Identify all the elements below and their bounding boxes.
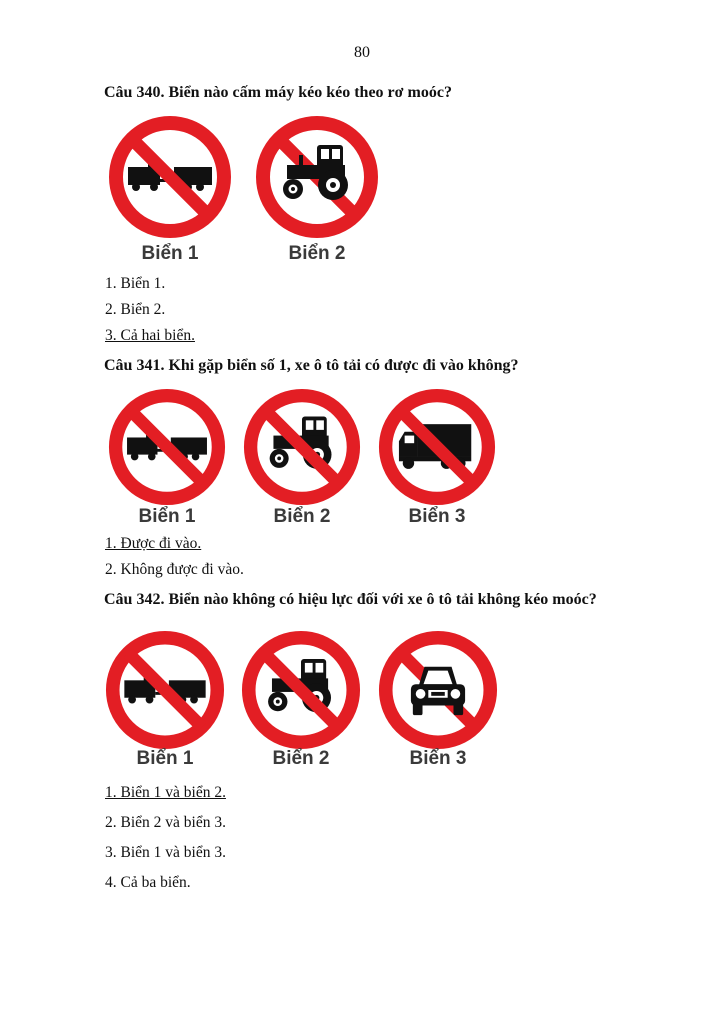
sign-1 [108, 388, 232, 506]
tractor-icon [255, 115, 379, 239]
question-title: Câu 341. Khi gặp biển số 1, xe ô tô tải có được đi vào không? [104, 357, 519, 374]
sign-label: Biển 3 [409, 748, 467, 769]
sign-3 [378, 630, 502, 750]
answer-option-correct: 1. Biển 1 và biển 2. [105, 784, 226, 801]
answer-option: 4. Cả ba biển. [105, 874, 191, 891]
sign-3 [378, 388, 502, 506]
sign-label: Biển 1 [141, 243, 199, 264]
answer-option: 2. Không được đi vào. [105, 561, 244, 578]
answer-option-correct: 1. Được đi vào. [105, 535, 202, 552]
sign-2 [255, 115, 379, 239]
question-title: Câu 340. Biển nào cấm máy kéo kéo theo rơ moóc? [104, 84, 452, 101]
page-number: 80 [354, 44, 370, 61]
sign-label: Biển 2 [272, 748, 330, 769]
answer-option: 3. Biển 1 và biển 3. [105, 844, 226, 861]
sign-label: Biển 1 [136, 748, 194, 769]
sign-label: Biển 2 [273, 506, 331, 527]
car-icon [378, 630, 498, 750]
answer-option: 1. Biển 1. [105, 275, 166, 292]
sign-label: Biển 2 [288, 243, 346, 264]
answer-option: 2. Biển 2. [105, 301, 166, 318]
tractor-icon [243, 388, 361, 506]
answer-option-correct: 3. Cả hai biển. [105, 327, 195, 344]
tractor-trailer-icon [105, 630, 225, 750]
question-title: Câu 342. Biển nào không có hiệu lực đối với xe ô tô tải không kéo moóc? [104, 591, 597, 608]
sign-label: Biển 1 [138, 506, 196, 527]
sign-2 [243, 388, 367, 506]
tractor-trailer-icon [108, 388, 226, 506]
truck-icon [378, 388, 496, 506]
tractor-trailer-icon [108, 115, 232, 239]
sign-label: Biển 3 [408, 506, 466, 527]
sign-1 [108, 115, 232, 239]
answer-option: 2. Biển 2 và biển 3. [105, 814, 226, 831]
sign-2 [241, 630, 365, 750]
tractor-icon [241, 630, 361, 750]
sign-1 [105, 630, 229, 750]
